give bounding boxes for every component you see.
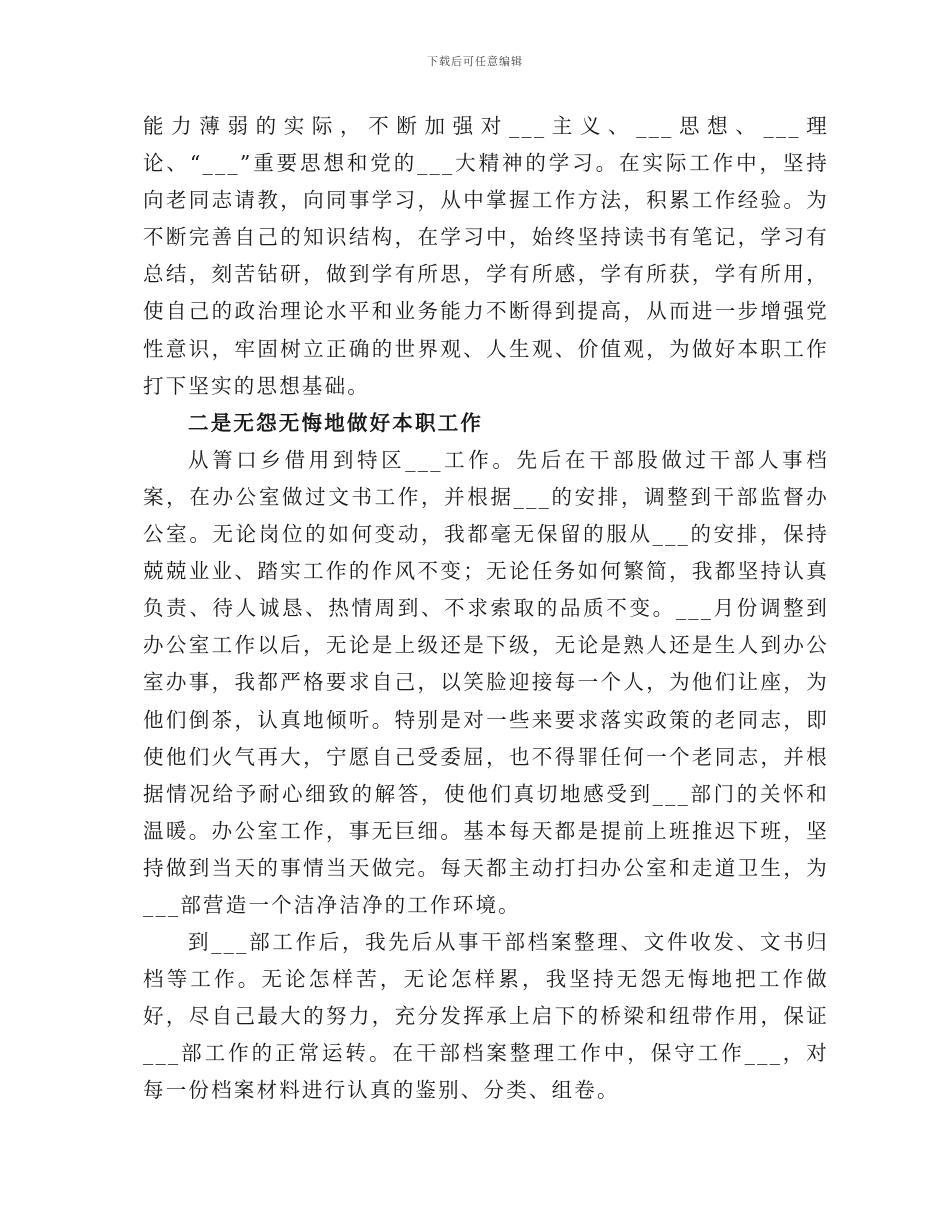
page-header: 下载后可任意编辑 [427, 55, 523, 68]
paragraph-department-work: 到___部工作后，我先后从事干部档案整理、文件收发、文书归档等工作。无论怎样苦，无论怎样累，我坚持无怨无悔地把工作做好，尽自己最大的努力，充分发挥承上启下的桥梁和纽带作用，保证___部工作的正常运转。在干部档案整理工作中，保守工作___，对每一份档案材料进行认真的鉴别、分类、组卷。 [143, 930, 829, 1103]
paragraph-study: 能力薄弱的实际，不断加强对___主义、___思想、___理论、“___”重要思想和党的___大精神的学习。在实际工作中，坚持向老同志请教，向同事学习，从中掌握工作方法，积累工作经验。为不断完善自己的知识结构，在学习中，始终坚持读书有笔记，学习有总结，刻苦钻研，做到学有所思，学有所感，学有所获，学有所用，使自己的政治理论水平和业务能力不断得到提高，从而进一步增强党性意识，牢固树立正确的世界观、人生观、价值观，为做好本职工作打下坚实的思想基础。 [143, 114, 829, 398]
document-body [143, 108, 829, 1110]
paragraph-duties: 从箐口乡借用到特区___工作。先后在干部股做过干部人事档案，在办公室做过文书工作，并根据___的安排，调整到干部监督办公室。无论岗位的如何变动，我都毫无保留的服从___的安排，保持兢兢业业、踏实工作的作风不变；无论任务如何繁简，我都坚持认真负责、待人诚恳、热情周到、不求索取的品质不变。___月份调整到办公室工作以后，无论是上级还是下级，无论是熟人还是生人到办公室办事，我都严格要求自己，以笑脸迎接每一个人，为他们让座，为他们倒茶，认真地倾听。特别是对一些来要求落实政策的老同志，即使他们火气再大，宁愿自己受委屈，也不得罪任何一个老同志，并根据情况给予耐心细致的解答，使他们真切地感受到___部门的关怀和温暖。办公室工作，事无巨细。基本每天都是提前上班推迟下班，坚持做到当天的事情当天做完。每天都主动打扫办公室和走道卫生，为___部营造一个洁净洁净的工作环境。 [143, 447, 829, 917]
section-heading: 二是无怨无悔地做好本职工作 [188, 410, 484, 435]
